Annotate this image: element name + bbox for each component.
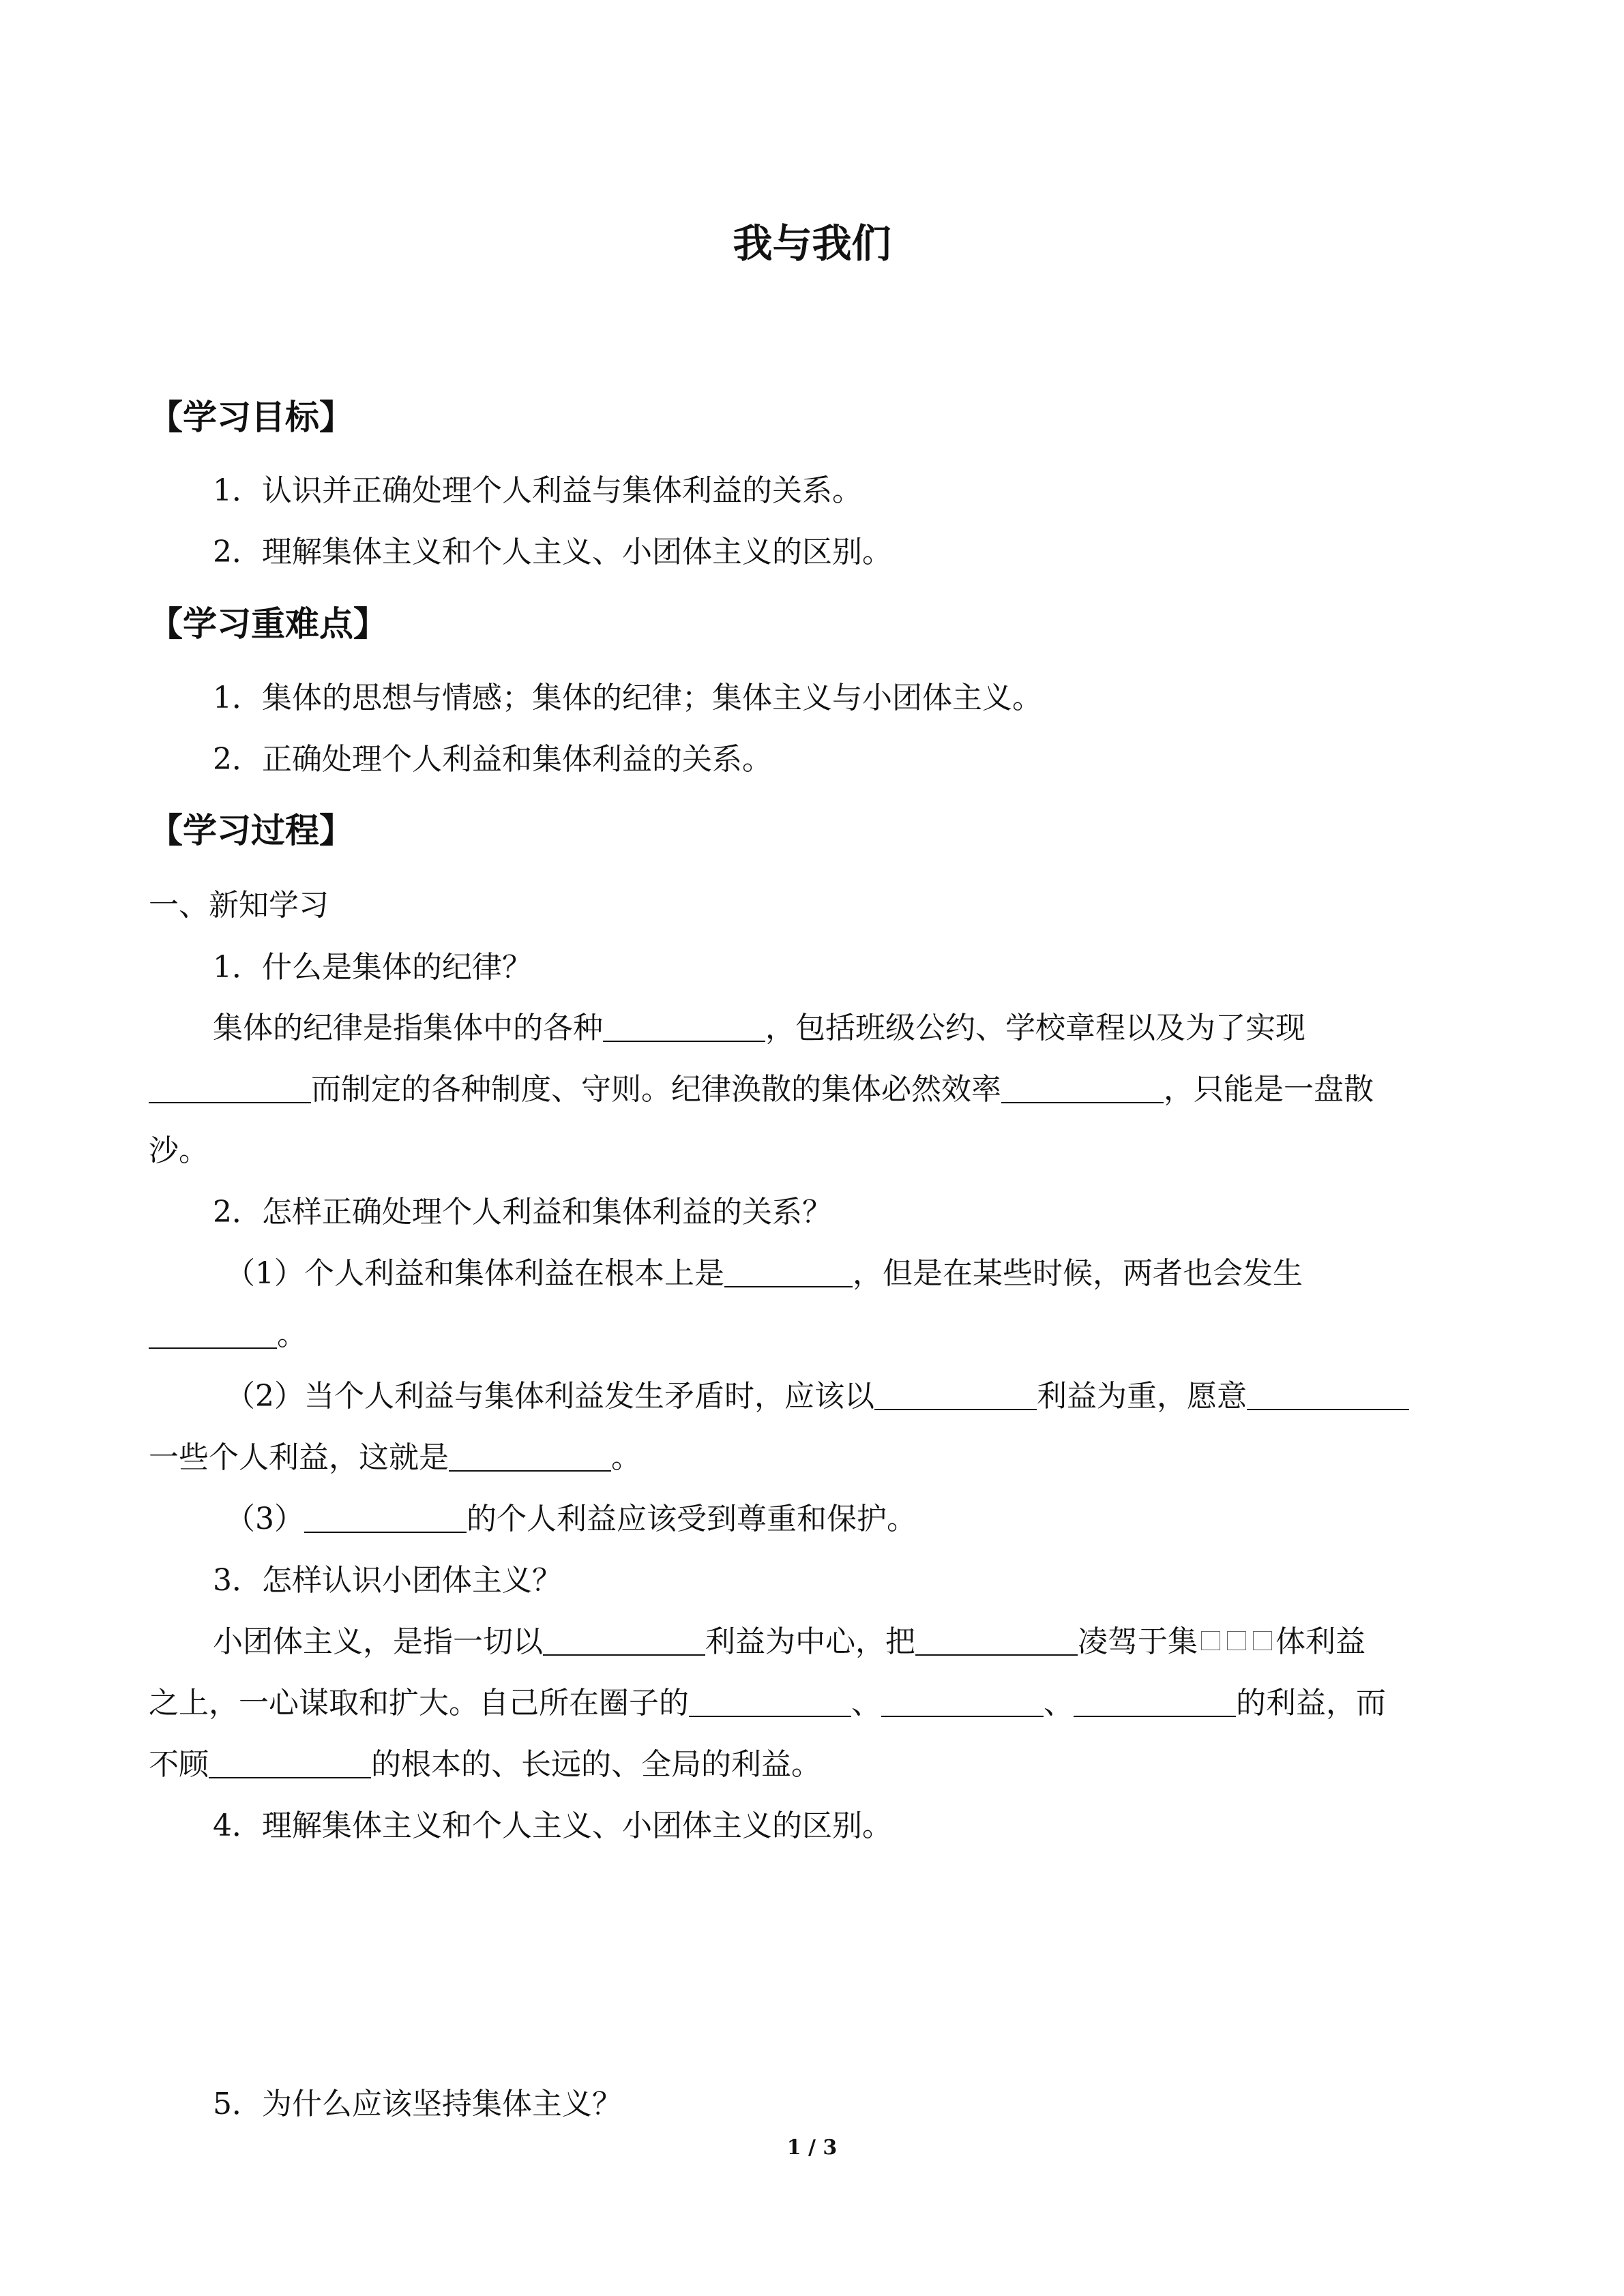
part-heading: 一、新知学习 <box>149 888 329 923</box>
fill-blank[interactable] <box>689 1688 851 1717</box>
question-2-sub-1 <box>225 1256 1303 1292</box>
text: 利益为重，愿意 <box>1037 1379 1247 1414</box>
text: 小团体主义，是指一切以 <box>213 1624 543 1659</box>
text: 凌驾于集 <box>1078 1624 1198 1659</box>
text: 。 <box>277 1317 307 1352</box>
text: 而制定的各种制度、守则。纪律涣散的集体必然效率 <box>311 1072 1001 1107</box>
goal-item-2: 2．理解集体主义和个人主义、小团体主义的区别。 <box>213 535 892 569</box>
fill-blank[interactable] <box>881 1688 1044 1717</box>
section-key-points: 【学习重难点】 <box>149 604 387 644</box>
text: 利益为中心，把 <box>705 1624 915 1659</box>
text: 的利益，而 <box>1236 1686 1386 1720</box>
question-2-sub-2-cont <box>149 1440 641 1476</box>
fill-blank[interactable] <box>724 1259 853 1287</box>
text: ，但是在某些时候，两者也会发生 <box>853 1256 1303 1291</box>
question-1-title: 1．什么是集体的纪律？ <box>213 950 532 985</box>
fill-blank[interactable] <box>874 1382 1037 1410</box>
text: （3） <box>225 1502 304 1536</box>
question-2-title: 2．怎样正确处理个人利益和集体利益的关系？ <box>213 1195 832 1229</box>
missing-glyph-box <box>1201 1631 1220 1650</box>
fill-blank[interactable] <box>1001 1075 1164 1103</box>
goal-item-1: 1．认识并正确处理个人利益与集体利益的关系。 <box>213 473 862 508</box>
fill-blank[interactable] <box>543 1627 705 1656</box>
question-2-sub-3 <box>225 1502 917 1538</box>
question-2-sub-1-cont <box>149 1317 307 1354</box>
page-title: 我与我们 <box>733 220 891 267</box>
fill-blank[interactable] <box>304 1504 467 1533</box>
section-process: 【学习过程】 <box>149 811 353 850</box>
question-3-line-2 <box>149 1686 1386 1722</box>
fill-blank[interactable] <box>1074 1688 1236 1717</box>
question-3-line-1 <box>213 1624 1365 1660</box>
fill-blank[interactable] <box>603 1013 765 1042</box>
fill-blank[interactable] <box>149 1320 277 1349</box>
fill-blank[interactable] <box>915 1627 1078 1656</box>
question-3-line-3 <box>149 1747 821 1783</box>
text: （2）当个人利益与集体利益发生矛盾时，应该以 <box>225 1379 874 1414</box>
question-3-title: 3．怎样认识小团体主义？ <box>213 1563 562 1598</box>
text: 体利益 <box>1275 1624 1365 1659</box>
question-5: 5．为什么应该坚持集体主义？ <box>213 2087 622 2121</box>
text: 集体的纪律是指集体中的各种 <box>213 1011 603 1045</box>
missing-glyph-box <box>1227 1631 1246 1650</box>
text: 、 <box>1044 1686 1074 1720</box>
key-point-1: 1．集体的思想与情感；集体的纪律；集体主义与小团体主义。 <box>213 681 1042 715</box>
fill-blank[interactable] <box>1247 1382 1409 1410</box>
text: ，包括班级公约、学校章程以及为了实现 <box>765 1011 1305 1045</box>
text: ，只能是一盘散 <box>1164 1072 1374 1107</box>
text: 一些个人利益，这就是 <box>149 1440 449 1475</box>
text: 、 <box>851 1686 881 1720</box>
question-1-line-3: 沙。 <box>149 1133 209 1168</box>
text: 的根本的、长远的、全局的利益。 <box>371 1747 821 1782</box>
page-number: 1 / 3 <box>786 2136 838 2160</box>
fill-blank[interactable] <box>149 1075 311 1103</box>
text: 的个人利益应该受到尊重和保护。 <box>467 1502 917 1536</box>
key-point-2: 2．正确处理个人利益和集体利益的关系。 <box>213 742 772 777</box>
missing-glyph-box <box>1253 1631 1272 1650</box>
fill-blank[interactable] <box>209 1750 371 1778</box>
question-4: 4．理解集体主义和个人主义、小团体主义的区别。 <box>213 1808 892 1843</box>
question-2-sub-2 <box>225 1379 1409 1415</box>
fill-blank[interactable] <box>449 1443 611 1472</box>
text: （1）个人利益和集体利益在根本上是 <box>225 1256 724 1291</box>
question-1-line-2 <box>149 1072 1374 1108</box>
text: 之上，一心谋取和扩大。自己所在圈子的 <box>149 1686 689 1720</box>
question-1-line-1 <box>213 1011 1305 1047</box>
section-goals: 【学习目标】 <box>149 398 353 437</box>
text: 。 <box>611 1440 641 1475</box>
text: 不顾 <box>149 1747 209 1782</box>
